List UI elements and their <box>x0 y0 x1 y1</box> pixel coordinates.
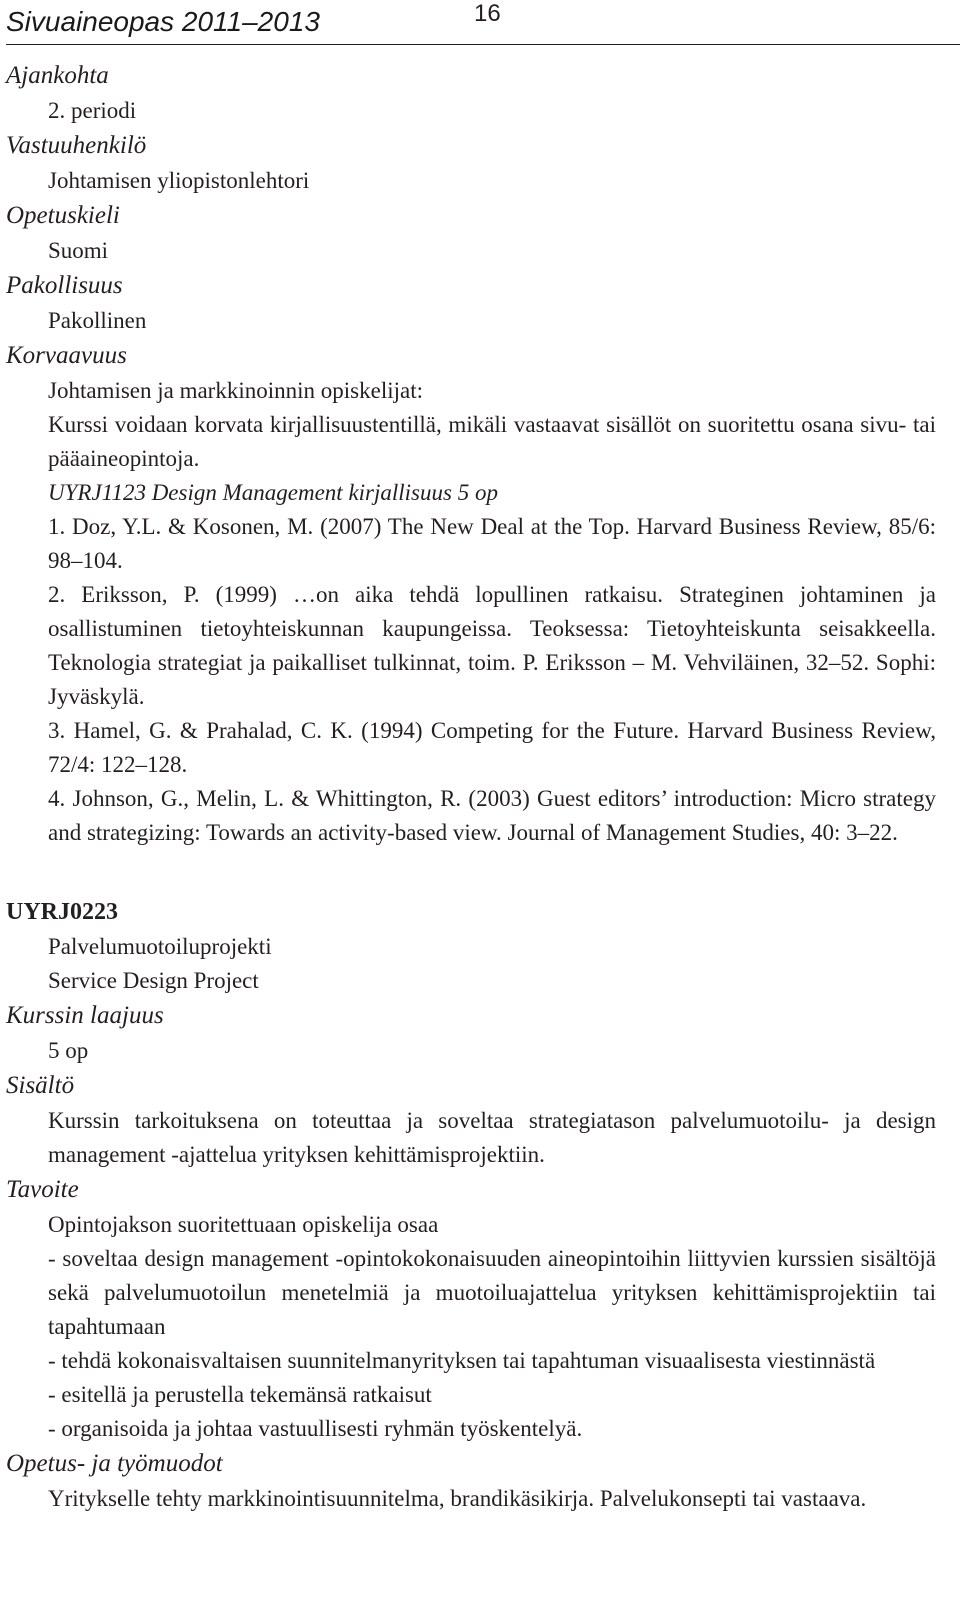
ajankohta-value: 2. periodi <box>48 98 137 123</box>
course-name-fi: Palvelumuotoiluprojekti <box>48 934 272 959</box>
opetus-label: Opetus- ja työmuodot <box>6 1450 223 1477</box>
tavoite-item: - soveltaa design management -opintokokonaisuuden aineopintoihin liittyvien kurssien sisältöjä sekä palvelumuotoilun menetelmiä ja muotoiluajattelua yrityksen kehittämisprojektiin tai tapahtumaan <box>48 1246 936 1339</box>
opetus-text: Yritykselle tehty markkinointisuunnitelma, brandikäsikirja. Palvelukonsepti tai vastaava. <box>48 1486 867 1511</box>
laajuus-label: Kurssin laajuus <box>6 1002 164 1029</box>
ajankohta-label: Ajankohta <box>6 62 109 89</box>
tavoite-item: - esitellä ja perustella tekemänsä ratkaisut <box>48 1382 432 1407</box>
korvaavuus-intro: Johtamisen ja markkinoinnin opiskelijat: <box>48 378 423 403</box>
reference-item: 4. Johnson, G., Melin, L. & Whittington, R. (2003) Guest editors’ introduction: Micro strategy and strategizing: Towards an activity-based view. Journal of Management Studies, 40: 3–22. <box>48 786 936 845</box>
course-code: UYRJ0223 <box>6 899 118 925</box>
tavoite-intro: Opintojakson suoritettuaan opiskelija osaa <box>48 1212 439 1237</box>
korvaavuus-text: Kurssi voidaan korvata kirjallisuustentillä, mikäli vastaavat sisällöt on suoritettu osana sivu- tai pääaineopintoja. <box>48 412 936 471</box>
sisalto-text: Kurssin tarkoituksena on toteuttaa ja soveltaa strategiatason palvelumuotoilu- ja design management -ajattelua yrityksen kehittämisprojektiin. <box>48 1108 936 1167</box>
korvaavuus-label: Korvaavuus <box>6 342 127 369</box>
reference-item: 1. Doz, Y.L. & Kosonen, M. (2007) The New Deal at the Top. Harvard Business Review, 85/6: 98–104. <box>48 514 936 573</box>
reference-item: 2. Eriksson, P. (1999) …on aika tehdä lopullinen ratkaisu. Strateginen johtaminen ja osallistuminen tietoyhteiskunnan kaupungeissa. Teoksessa: Tietoyhteiskunta seisakkeella. Teknologia strategiat ja paikalliset tulkinnat, toim. P. Eriksson – M. Vehviläinen, 32–52. Sophi: Jyväskylä. <box>48 582 936 709</box>
vastuuhenkilo-label: Vastuuhenkilö <box>6 132 147 159</box>
opetuskieli-value: Suomi <box>48 238 109 263</box>
guide-title: Sivuainеopas 2011–2013 <box>6 6 320 37</box>
tavoite-item: - organisoida ja johtaa vastuullisesti ryhmän työskentelyä. <box>48 1416 583 1441</box>
pakollisuus-value: Pakollinen <box>48 308 147 333</box>
page-content <box>6 58 960 1516</box>
page-number: 16 <box>474 0 501 27</box>
reference-item: 3. Hamel, G. & Prahalad, C. K. (1994) Competing for the Future. Harvard Business Review, 72/4: 122–128. <box>48 718 936 777</box>
tavoite-item: - tehdä kokonaisvaltaisen suunnitelmanyrityksen tai tapahtuman visuaalisesta viestinnästä <box>48 1348 876 1373</box>
vastuuhenkilo-value: Johtamisen yliopistonlehtori <box>48 168 310 193</box>
page-header <box>6 0 960 45</box>
laajuus-value: 5 op <box>48 1038 89 1063</box>
sisalto-label: Sisältö <box>6 1072 75 1099</box>
literature-heading: UYRJ1123 Design Management kirjallisuus 5 op <box>48 480 498 505</box>
tavoite-label: Tavoite <box>6 1176 79 1203</box>
opetuskieli-label: Opetuskieli <box>6 202 120 229</box>
course-name-en: Service Design Project <box>48 968 259 993</box>
pakollisuus-label: Pakollisuus <box>6 272 123 299</box>
